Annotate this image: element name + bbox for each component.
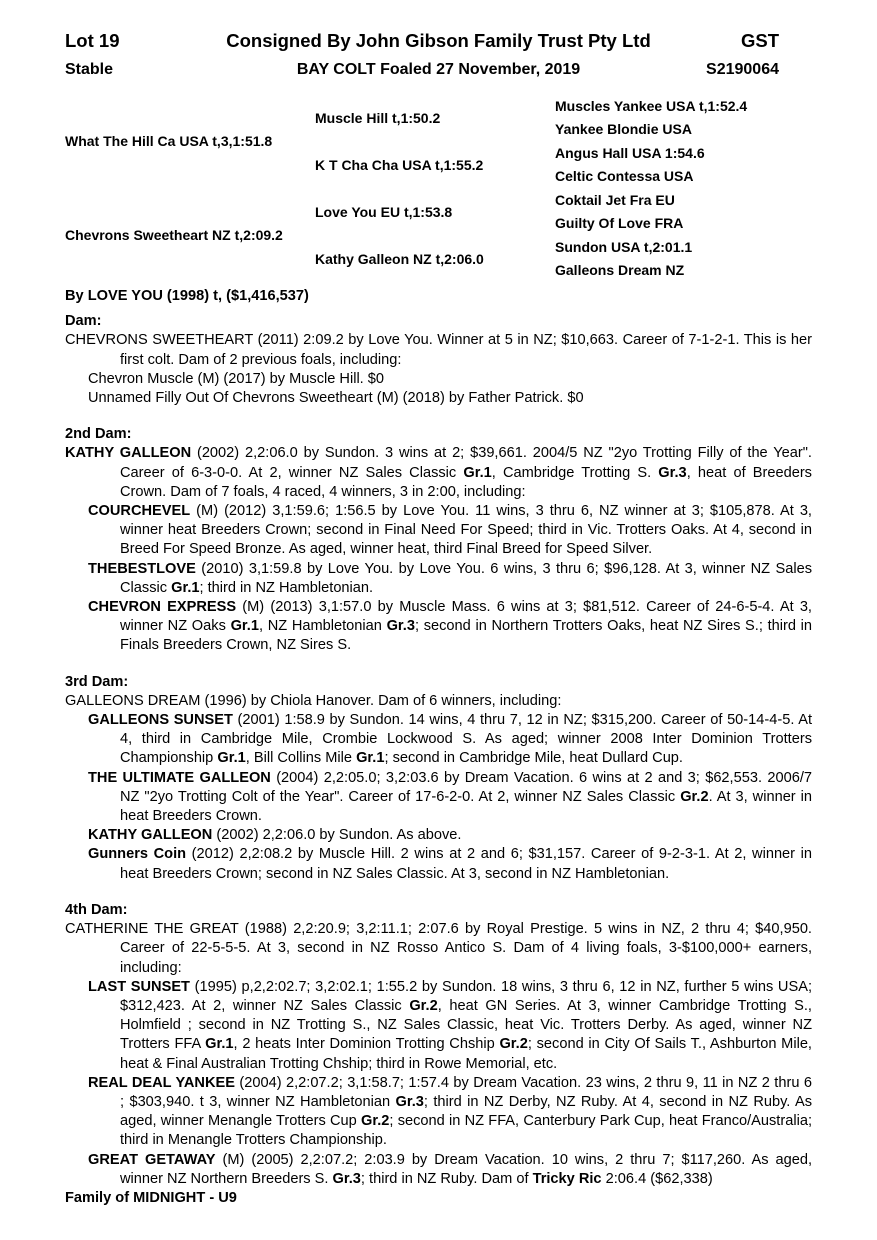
sire-summary-line: By LOVE YOU (1998) t, ($1,416,537): [65, 288, 309, 304]
dam-profile-entry: GALLEONS DREAM (1996) by Chiola Hanover. Dam of 6 winners, including:: [65, 692, 562, 709]
foal-description: BAY COLT Foaled 27 November, 2019: [296, 61, 581, 78]
family-line: Family of MIDNIGHT - U9: [65, 1189, 237, 1206]
dam-profile-entry: CATHERINE THE GREAT (1988) 2,2:20.9; 3,2:11.1; 2:07.6 by Royal Prestige. 5 wins in NZ, 2 thru 4; $40,950. Career of 22-5-5-5. At 3, second in NZ Rosso Antico S. Dam of 4 living foals, 3-$100,000+ earners, including:: [65, 921, 812, 976]
catalog-number: S2190064: [706, 61, 779, 78]
sire-dam-sire-name: Angus Hall USA 1:54.6: [555, 144, 705, 161]
fourth-dam-section-label: 4th Dam:: [65, 901, 128, 918]
foal-entry: REAL DEAL YANKEE (2004) 2,2:07.2; 3,1:58.7; 1:57.4 by Dream Vacation. 23 wins, 2 thru 9, 11 in NZ 2 thru 6 ; $303,940. t 3, winner NZ Hambletonian Gr.3; third in NZ Derby, NZ Ruby. At 4, second in NZ Ruby. As aged, winner Menangle Trotters Cup Gr.2; second in NZ FFA, Canterbury Park Cup, heat Franco/Australia; third in Menangle Trotters Championship.: [88, 1074, 812, 1149]
foal-entry: GALLEONS SUNSET (2001) 1:58.9 by Sundon. 14 wins, 4 thru 7, 12 in NZ; $315,200. Career of 50-14-4-5. At 4, third in Cambridge Mile, Crombie Lockwood S. As aged; winner 2008 Inter Dominion Trotters Championship Gr.1, Bill Collins Mile Gr.1; second in Cambridge Mile, heat Dullard Cup.: [88, 712, 813, 767]
foal-entry: CHEVRON EXPRESS (M) (2013) 3,1:57.0 by Muscle Mass. 6 wins at 3; $81,512. Career of 24-6-5-4. At 3, winner NZ Oaks Gr.1, NZ Hambletonian Gr.3; second in Northern Trotters Oaks, heat NZ Sires S.; third in Finals Breeders Crown, NZ Sires S.: [88, 599, 813, 654]
pedigree-table: [65, 94, 812, 282]
dam-dam-name: Kathy Galleon NZ t,2:06.0: [315, 250, 484, 267]
sire-sire-sire-name: Muscles Yankee USA t,1:52.4: [555, 97, 748, 114]
foal-entry: KATHY GALLEON (2002) 2,2:06.0 by Sundon. As above.: [88, 827, 462, 844]
dam-sire-name: Love You EU t,1:53.8: [315, 203, 453, 220]
dam-sire-sire-name: Coktail Jet Fra EU: [555, 191, 675, 208]
dam-profile-entry: KATHY GALLEON (2002) 2,2:06.0 by Sundon. 3 wins at 2; $39,661. 2004/5 NZ "2yo Trotting Filly of the Year". Career of 6-3-0-0. At 2, winner NZ Sales Classic Gr.1, Cambridge Trotting S. Gr.3, heat of Breeders Crown. Dam of 7 foals, 4 raced, 4 winners, 3 in 2:00, including:: [65, 445, 812, 500]
foal-entry: Chevron Muscle (M) (2017) by Muscle Hill. $0: [88, 370, 385, 387]
sire-dam-name: K T Cha Cha USA t,1:55.2: [315, 156, 484, 173]
foal-entry: Unnamed Filly Out Of Chevrons Sweetheart (M) (2018) by Father Patrick. $0: [88, 390, 584, 407]
foal-entry: THE ULTIMATE GALLEON (2004) 2,2:05.0; 3,2:03.6 by Dream Vacation. 6 wins at 2 and 3; $62,553. 2006/7 NZ "2yo Trotting Colt of the Year". Career of 17-6-2-0. At 2, winner NZ Sales Classic Gr.2. At 3, winner in heat Breeders Crown.: [88, 769, 812, 825]
dam-dam-sire-name: Sundon USA t,2:01.1: [555, 238, 693, 255]
gst-flag: GST: [740, 30, 779, 51]
lot-number: Lot 19: [65, 30, 120, 51]
dam-section-label: Dam:: [65, 313, 102, 330]
dam-profile-entry: CHEVRONS SWEETHEART (2011) 2:09.2 by Love You. Winner at 5 in NZ; $10,663. Career of 7-1-2-1. This is her first colt. Dam of 2 previous foals, including:: [65, 332, 812, 368]
sire-name: What The Hill Ca USA t,3,1:51.8: [65, 133, 273, 149]
consignor: Consigned By John Gibson Family Trust Pty Ltd: [226, 30, 651, 51]
foal-entry: LAST SUNSET (1995) p,2,2:02.7; 3,2:02.1; 1:55.2 by Sundon. 18 wins, 3 thru 6, 12 in NZ, further 5 wins USA; $312,423. At 2, winner NZ Sales Classic Gr.2, heat GN Series. At 3, winner Cambridge Trotting S., Holmfield ; second in NZ Trotting S., NZ Sales Classic, heat Vic. Trotters Derby. As aged, winner NZ Trotters FFA Gr.1, 2 heats Inter Dominion Trotting Chship Gr.2; second in City Of Sails T., Ashburton Mile, heat & Final Australian Trotting Chship; third in Rowe Memorial, etc.: [88, 978, 812, 1072]
foal-entry: THEBESTLOVE (2010) 3,1:59.8 by Love You. by Love You. 6 wins, 3 thru 6; $96,128. At 3, winner NZ Sales Classic Gr.1; third in NZ Hambletonian.: [88, 560, 812, 596]
third-dam-section-label: 3rd Dam:: [65, 673, 129, 690]
header-row-1: [65, 30, 812, 52]
second-dam-section-label: 2nd Dam:: [65, 426, 132, 443]
dam-section: [65, 312, 812, 408]
foal-entry: GREAT GETAWAY (M) (2005) 2,2:07.2; 2:03.9 by Dream Vacation. 10 wins, 2 thru 7; $117,260. As aged, winner NZ Northern Breeders S. Gr.3; third in NZ Ruby. Dam of Tricky Ric 2:06.4 ($62,338): [88, 1151, 812, 1187]
sire-sire-name: Muscle Hill t,1:50.2: [315, 109, 441, 126]
foal-entry: COURCHEVEL (M) (2012) 3,1:59.6; 1:56.5 by Love You. 11 wins, 3 thru 6, NZ winner at 3; $105,878. At 3, winner heat Breeders Crown; second in Final Need For Speed; third in Vic. Trotters Oaks. At 4, second in Breed For Speed Bronze. As aged, winner heat, third Final Breed for Speed Silver.: [88, 503, 812, 558]
dam-dam-dam-name: Galleons Dream NZ: [555, 262, 685, 279]
fourth-dam-section: [65, 901, 812, 1189]
sire-sire-dam-name: Yankee Blondie USA: [555, 121, 692, 138]
stable-label: Stable: [65, 61, 114, 78]
header-row-2: [65, 61, 812, 79]
dam-sire-dam-name: Guilty Of Love FRA: [555, 215, 684, 232]
dam-name: Chevrons Sweetheart NZ t,2:09.2: [65, 227, 283, 243]
pedigree-text-body: [65, 287, 812, 1208]
second-dam-section: [65, 425, 812, 655]
third-dam-section: [65, 673, 812, 884]
sire-dam-dam-name: Celtic Contessa USA: [555, 168, 694, 185]
foal-entry: Gunners Coin (2012) 2,2:08.2 by Muscle Hill. 2 wins at 2 and 6; $31,157. Career of 9-2-3-1. At 2, winner in heat Breeders Crown; second in NZ Sales Classic. At 3, second in NZ Hambletonian.: [88, 846, 813, 882]
